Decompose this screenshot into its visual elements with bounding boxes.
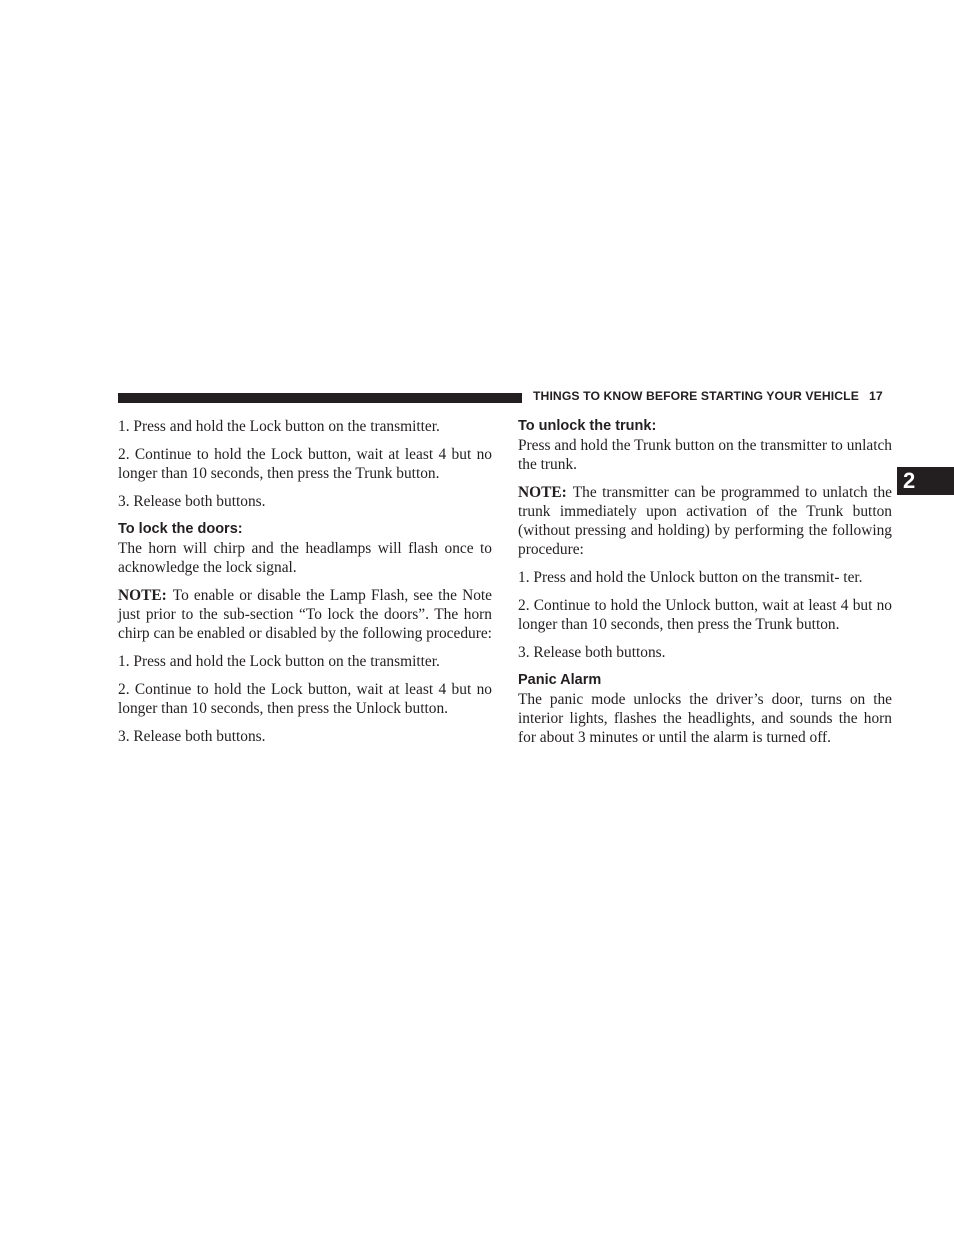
step-paragraph: 1. Press and hold the Lock button on the transmitter. [118, 418, 440, 435]
note-paragraph [118, 586, 492, 643]
step-paragraph: 3. Release both buttons. [118, 493, 266, 510]
note-label: NOTE: [518, 484, 567, 501]
heading-lock-doors: To lock the doors: [118, 521, 243, 537]
page-number: 17 [868, 389, 883, 403]
heading-panic-alarm: Panic Alarm [518, 672, 602, 688]
step-paragraph: 1. Press and hold the Lock button on the transmitter. [118, 653, 440, 670]
note-label: NOTE: [118, 587, 167, 604]
heading-unlock-trunk: To unlock the trunk: [518, 418, 657, 434]
left-column [118, 417, 492, 755]
chapter-tab: 2 [897, 467, 954, 495]
step-paragraph: 2. Continue to hold the Unlock button, wait at least 4 but no longer than 10 seconds, then press the Trunk button. [518, 597, 892, 633]
note-text: To enable or disable the Lamp Flash, see the Note just prior to the sub-section “To lock the doors”. The horn chirp can be enabled or disabled by the following procedure: [118, 587, 492, 642]
note-paragraph [518, 483, 892, 559]
step-paragraph: 1. Press and hold the Unlock button on the transmit- ter. [518, 569, 863, 586]
step-paragraph: 3. Release both buttons. [118, 728, 266, 745]
header-rule [118, 393, 522, 403]
step-paragraph: 3. Release both buttons. [518, 644, 666, 661]
note-text: The transmitter can be programmed to unlatch the trunk immediately upon activation of the Trunk button (without pressing and holding) by performing the following procedure: [518, 484, 892, 558]
body-paragraph: The horn will chirp and the headlamps will flash once to acknowledge the lock signal. [118, 540, 492, 576]
section-title: THINGS TO KNOW BEFORE STARTING YOUR VEHICLE [533, 389, 859, 403]
step-paragraph: 2. Continue to hold the Lock button, wait at least 4 but no longer than 10 seconds, then press the Trunk button. [118, 446, 492, 482]
running-header [533, 389, 883, 403]
right-column [518, 417, 892, 756]
body-paragraph: Press and hold the Trunk button on the transmitter to unlatch the trunk. [518, 437, 892, 473]
step-paragraph: 2. Continue to hold the Lock button, wait at least 4 but no longer than 10 seconds, then press the Unlock button. [118, 681, 492, 717]
body-paragraph: The panic mode unlocks the driver’s door, turns on the interior lights, flashes the headlights, and sounds the horn for about 3 minutes or until the alarm is turned off. [518, 691, 892, 746]
